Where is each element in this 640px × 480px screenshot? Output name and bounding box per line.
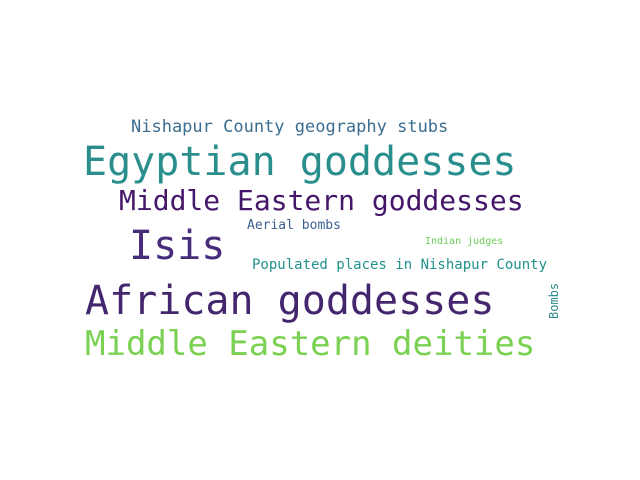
word-middle-eastern-goddesses: Middle Eastern goddesses: [119, 184, 524, 217]
word-indian-judges: Indian judges: [425, 236, 504, 247]
word-populated-places-in-nishapur-county: Populated places in Nishapur County: [252, 257, 548, 273]
word-egyptian-goddesses: Egyptian goddesses: [83, 139, 517, 185]
word-bombs: Bombs: [547, 282, 561, 319]
word-isis: Isis: [129, 223, 226, 269]
word-african-goddesses: African goddesses: [85, 278, 495, 324]
word-middle-eastern-deities: Middle Eastern deities: [85, 324, 536, 364]
word-nishapur-county-geography-stubs: Nishapur County geography stubs: [131, 117, 449, 137]
word-aerial-bombs: Aerial bombs: [247, 218, 341, 233]
